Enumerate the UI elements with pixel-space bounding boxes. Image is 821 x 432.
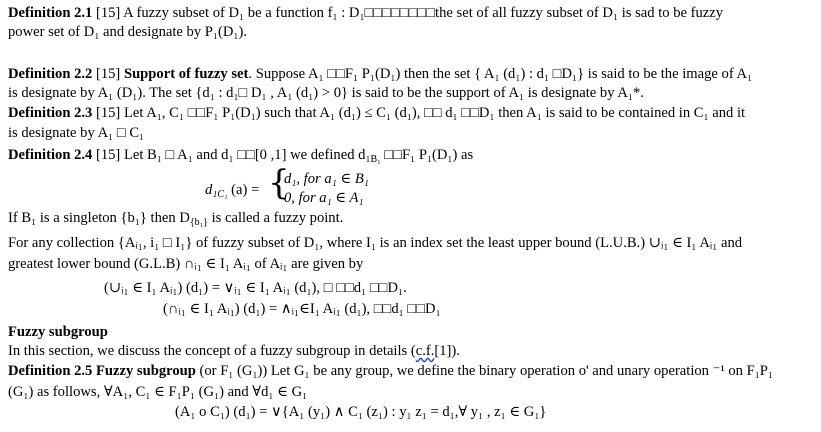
def-2-5-label: Definition 2.5 xyxy=(8,363,93,379)
def-2-5-term: Fuzzy subgroup xyxy=(95,363,196,379)
def-2-2-text: . Suppose A₁ □□F₁ P₁(D₁) then the set { A₁ (d₁) : d₁ □D₁} is said to be the image of A₁ xyxy=(248,66,753,82)
def-2-4-case-1: d₁, for a₁ ∈ B₁ xyxy=(284,171,369,187)
def-2-3-text: [15] Let A₁, C₁ □□F₁ P₁(D₁) such that A₁ (d₁) ≤ C₁ (d₁), □□ d₁ □□D₁ then A₁ is said to be contained in C₁ and it xyxy=(92,105,746,121)
def-2-4-label: Definition 2.4 xyxy=(8,147,93,163)
singleton-text-b: is called a fuzzy point. xyxy=(207,210,344,226)
def-2-4-lhs-sub: C₁ xyxy=(217,189,228,200)
singleton-sub: {b₁} xyxy=(189,217,208,228)
def-2-4-lhs-arg: (a) = xyxy=(227,182,260,198)
def-2-3-line-2: is designate by A₁ □ C₁ xyxy=(8,125,145,141)
def-2-1-label: Definition 2.1 xyxy=(8,5,93,21)
section-title: Fuzzy subgroup xyxy=(8,324,108,340)
def-2-5-line-1 xyxy=(8,364,773,379)
def-2-5-eq: (A₁ o C₁) (d₁) = ∨{A₁ (y₁) ∧ C₁ (z₁) : y₁ z₁ = d₁,∀ y₁ , z₁ ∈ G₁} xyxy=(175,404,547,420)
left-brace: { xyxy=(268,163,290,203)
def-2-4-text-end: □□F₁ P₁(D₁) as xyxy=(380,147,474,163)
def-2-2-line-2: is designate by A₁ (D₁). The set {d₁ : d₁□ D₁ , A₁ (d₁) > 0} is said to be the support of A₁ is designate by A₁*. xyxy=(8,85,644,101)
def-2-5-line-2: (G₁) as follows, ∀A₁, C₁ ∈ F₁P₁ (G₁) and ∀d₁ ∈ G₁ xyxy=(8,384,308,400)
def-2-2-ref: [15] xyxy=(92,66,124,82)
def-2-1-line-1 xyxy=(8,6,723,21)
def-2-4-lhs-symbol: d₁ xyxy=(205,182,218,198)
collection-eq-1: (∪ᵢ₁ ∈ I₁ Aᵢ₁) (d₁) = ∨ᵢ₁ ∈ I₁ Aᵢ₁ (d₁), □ □□d₁ □□D₁. xyxy=(104,280,407,296)
singleton-text-a: If B₁ is a singleton {b₁} then D xyxy=(8,210,190,226)
collection-eq-2: (∩ᵢ₁ ∈ I₁ Aᵢ₁) (d₁) = ∧ᵢ₁∈I₁ Aᵢ₁ (d₁), □□d₁ □□D₁ xyxy=(163,301,441,317)
collection-line-1: For any collection {Aᵢ₁, i₁ □ I₁} of fuzzy subset of D₁, where I₁ is an index set the least upper bound (L.U.B.) ∪ᵢ₁ ∈ I₁ Aᵢ₁ and xyxy=(8,235,743,251)
def-2-3-label: Definition 2.3 xyxy=(8,105,93,121)
section-intro-b: [1]). xyxy=(434,343,460,359)
def-2-4-singleton xyxy=(8,211,343,226)
def-2-4-text: [15] Let B₁ □ A₁ and d₁ □□[0 ,1] we defined d₁ xyxy=(92,147,371,163)
def-2-2-term: Support of fuzzy set xyxy=(123,66,249,82)
def-2-1-line-2: power set of D₁ and designate by P₁(D₁). xyxy=(8,24,247,40)
def-2-4-case-2: 0, for a₁ ∈ A₁ xyxy=(284,190,364,206)
section-intro-a: In this section, we discuss the concept of a fuzzy subgroup in details ( xyxy=(8,343,416,359)
section-intro-cf: c.f. xyxy=(415,343,435,359)
def-2-1-text: [15] A fuzzy subset of D₁ be a function f₁ : D₁□□□□□□□□the set of all fuzzy subset of D₁ is sad to be fuzzy xyxy=(92,5,724,21)
def-2-4-sub: B₁ xyxy=(370,154,381,165)
def-2-4-lhs xyxy=(205,183,259,198)
def-2-3-line-1 xyxy=(8,106,745,121)
collection-line-2: greatest lower bound (G.L.B) ∩ᵢ₁ ∈ I₁ Aᵢ₁ of Aᵢ₁ are given by xyxy=(8,256,364,272)
section-intro xyxy=(8,344,460,359)
def-2-5-text: (or F₁ (G₁)) Let G₁ be any group, we define the binary operation o' and unary operation ⁻¹ on F₁P₁ xyxy=(195,363,774,379)
def-2-2-label: Definition 2.2 xyxy=(8,66,93,82)
def-2-4-line-1 xyxy=(8,148,473,163)
def-2-2-line-1 xyxy=(8,67,752,82)
